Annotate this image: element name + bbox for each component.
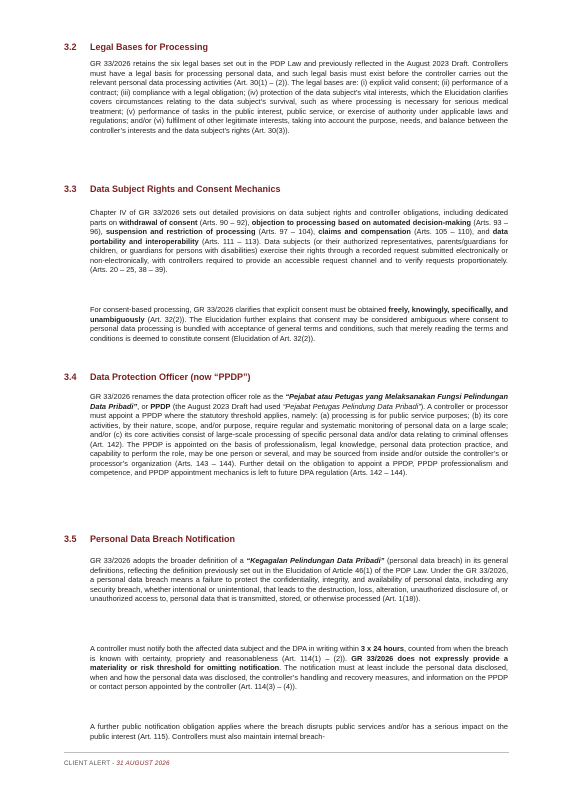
bold-text: 3 x 24 hours xyxy=(360,644,405,653)
bold-text: freely, knowingly, specifically, and unambiguously xyxy=(90,305,508,324)
text-run: A further public notification obligation applies where the breach disrupts public services and/or has a serious impact on the public interest (Art. 115). Controllers must also maintain internal breach- xyxy=(90,722,508,741)
bold-text: PPDP xyxy=(150,401,171,411)
text-run: GR 33/2026 renames the data protection officer role as the xyxy=(90,392,286,401)
bold-text: suspension and restriction of processing xyxy=(105,227,256,237)
footer-date: 31 AUGUST 2026 xyxy=(116,760,170,767)
section-title: Data Subject Rights and Consent Mechanics xyxy=(90,184,281,194)
bold-text: “Pejabat atau Petugas yang Melaksanakan Fungsi Pelindungan Data Pribadi” xyxy=(90,392,508,411)
section-number: 3.5 xyxy=(64,534,77,544)
bold-text: objection to processing based on automated decision-making xyxy=(251,217,472,227)
text-run: , or xyxy=(137,401,151,411)
paragraph xyxy=(90,644,508,692)
text-run: (Arts. 97 – 104), xyxy=(255,227,319,237)
section-number: 3.3 xyxy=(64,184,77,194)
section-heading xyxy=(64,372,251,382)
text-run: GR 33/2026 retains the six legal bases set out in the PDP Law and previously reflected in the August 2023 Draft. Controllers must have a legal basis for processing personal data, and such legal basis must exist before the controller carries out the relevant personal data processing activities (Art. 30(1) – (2)). The legal bases are: (i) explicit valid consent; (ii) performance of a contract; (iii) compliance with a legal obligation; (iv) protection of the data subject’s vital interests, which the Elucidation clarifies covers circumstances relating to the data subject’s survival, such as where processing is necessary for serious medical treatment; (v) performance of tasks in the public interest, public service, or exercise of authority under applicable laws and regulations; and/or (vi) fulfilment of other legitimate interests, taking into account the purpose, needs, and balance between the controller’s interests and the data subject’s rights (Art. 30(3)). xyxy=(90,59,508,135)
text-run: (Art. 32(2)). The Elucidation further explains that consent may be considered ambiguous where consent to personal data processing is bundled with acceptance of general terms and conditions, such that merely reading the terms and conditions is deemed to constitute consent (Elucidation of Art. 32(2)). xyxy=(90,314,508,343)
bold-text: “Kegagalan Pelindungan Data Pribadi” xyxy=(246,556,385,565)
section-title: Personal Data Breach Notification xyxy=(90,534,236,544)
text-run: . The notification must at least include the personal data disclosed, when and how the personal data was disclosed, the controller’s handling and recovery measures, and information on the PPDP or contact person appointed by the controller (Art. 114(3) – (4)). xyxy=(90,663,508,692)
section-heading xyxy=(64,534,235,544)
bold-text: data portability and interoperability xyxy=(90,227,508,246)
text-run: (Arts. 90 – 92), xyxy=(197,217,252,227)
bold-text: withdrawal of consent xyxy=(119,217,198,227)
italic-text: “Pejabat Petugas Pelindung Data Pribadi” xyxy=(282,401,421,411)
text-run: GR 33/2026 adopts the broader definition of a xyxy=(90,556,247,565)
section-number: 3.4 xyxy=(64,372,77,382)
bold-text: claims and compensation xyxy=(318,227,411,237)
text-run: A controller must notify both the affected data subject and the DPA in writing within xyxy=(90,644,361,653)
paragraph xyxy=(90,59,508,135)
section-heading xyxy=(64,184,281,194)
paragraph xyxy=(90,305,508,343)
text-run: , counted from when the breach is known with certainty, propriety and reasonableness (Art. 114(1) – (2)). xyxy=(90,644,508,663)
footer-label: CLIENT ALERT xyxy=(64,760,111,767)
page-footer xyxy=(64,760,170,767)
paragraph xyxy=(90,392,508,478)
text-run: (Arts. 111 – 113). Data subjects (or their authorized representatives, parents/guardians for children, or guardians for persons with disabilities) exercise their rights through a recorded request submitted electronically or non-electronically, with controllers required to provide an accessible request channel and to verify requests proportionately. (Arts. 20 – 25, 38 – 39). xyxy=(90,236,509,275)
bold-text: GR 33/2026 does not expressly provide a materiality or risk threshold for omitting notification xyxy=(90,653,508,673)
text-run: For consent-based processing, GR 33/2026 clarifies that explicit consent must be obtained xyxy=(90,305,389,314)
section-number: 3.2 xyxy=(64,42,77,52)
section-heading xyxy=(64,42,208,52)
footer-divider xyxy=(64,752,509,753)
text-run: (the August 2023 Draft had used xyxy=(170,401,283,411)
section-title: Legal Bases for Processing xyxy=(90,42,209,52)
text-run: Chapter IV of GR 33/2026 sets out detailed provisions on data subject rights and controller obligations, including dedicated parts on xyxy=(90,208,508,227)
paragraph xyxy=(90,208,508,275)
paragraph xyxy=(90,556,508,604)
paragraph xyxy=(90,722,508,741)
text-run: ). A controller or processor must appoint a PPDP where the statutory threshold applies, namely: (a) processing is for public service purposes; (b) its core activities, by their nature, scope, and/or purpose, require regular and systematic monitoring of personal data on a large scale; and/or (c) its core activities consist of large-scale processing of specific personal data and/or data relating to criminal offenses (Art. 142). The PPDP is appointed on the basis of professionalism, legal knowledge, personal data protection practice, and capability to perform the role, may be one person or several, and may be sourced from inside and/or outside the controller’s or processor’s organization (Arts. 143 – 144). Further detail on the obligation to appoint a PPDP, PPDP professionalism and competence, and PPDP appointment mechanics is left to future DPA regulation (Arts. 142 – 144). xyxy=(90,401,508,478)
text-run: (Arts. 105 – 110), and xyxy=(410,227,493,237)
text-run: (Arts. 93 – 96), xyxy=(90,217,508,237)
section-title: Data Protection Officer (now “PPDP”) xyxy=(90,372,251,382)
footer-separator: - xyxy=(110,760,117,767)
text-run: (personal data breach) in its general definitions, reflecting the definition previously set out in the Elucidation of Article 46(1) of the PDP Law. Under the GR 33/2026, a personal data breach means a failure to protect the confidentiality, integrity, and availability of personal data, including any security breach, whether intentional or unintentional, that leads to the destruction, loss, alteration, unauthorized disclosure of, or unauthorized access to, personal data that is transmitted, stored, or otherwise processed (Art. 1(18)). xyxy=(90,556,509,604)
